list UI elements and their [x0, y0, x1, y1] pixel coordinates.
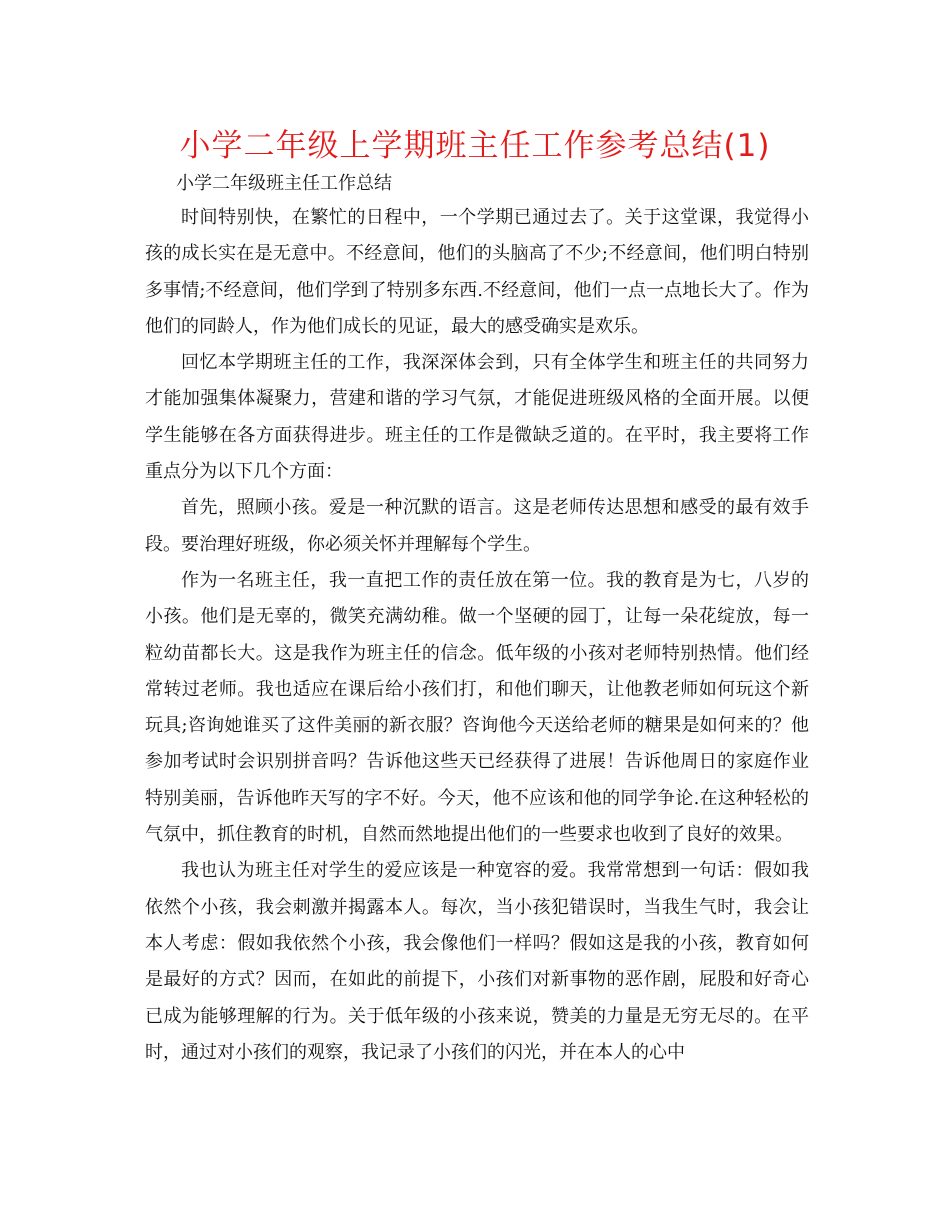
document-subtitle: 小学二年级班主任工作总结 — [176, 173, 392, 194]
paragraph: 首先，照顾小孩。爱是一种沉默的语言。这是老师传达思想和感受的最有效手段。要治理好班级，你必须关怀并理解每个学生。 — [145, 497, 809, 555]
document-body — [145, 200, 809, 1071]
paragraph: 我也认为班主任对学生的爱应该是一种宽容的爱。我常常想到一句话：假如我依然个小孩，我会刺激并揭露本人。每次，当小孩犯错误时，当我生气时，我会让本人考虑：假如我依然个小孩，我会像他们一样吗？假如这是我的小孩，教育如何是最好的方式？因而，在如此的前提下，小孩们对新事物的恶作剧，屁股和好奇心已成为能够理解的行为。关于低年级的小孩来说，赞美的力量是无穷无尽的。在平时，通过对小孩们的观察，我记录了小孩们的闪光，并在本人的心中 — [145, 860, 809, 1063]
paragraph: 作为一名班主任，我一直把工作的责任放在第一位。我的教育是为七，八岁的小孩。他们是无辜的，微笑充满幼稚。做一个坚硬的园丁，让每一朵花绽放，每一粒幼苗都长大。这是我作为班主任的信念。低年级的小孩对老师特别热情。他们经常转过老师。我也适应在课后给小孩们打，和他们聊天，让他教老师如何玩这个新玩具;咨询她谁买了这件美丽的新衣服？咨询他今天送给老师的糖果是如何来的？他参加考试时会识别拼音吗？告诉他这些天已经获得了进展！告诉他周日的家庭作业特别美丽，告诉他昨天写的字不好。今天，他不应该和他的同学争论.在这种轻松的气氛中，抓住教育的时机，自然而然地提出他们的一些要求也收到了良好的效果。 — [145, 569, 809, 846]
paragraph: 时间特别快，在繁忙的日程中，一个学期已通过去了。关于这堂课，我觉得小孩的成长实在是无意中。不经意间，他们的头脑高了不少;不经意间，他们明白特别多事情;不经意间，他们学到了特别多东西.不经意间，他们一点一点地长大了。作为他们的同龄人，作为他们成长的见证，最大的感受确实是欢乐。 — [145, 207, 809, 337]
document-title: 小学二年级上学期班主任工作参考总结(1) — [179, 128, 771, 164]
paragraph: 回忆本学期班主任的工作，我深深体会到，只有全体学生和班主任的共同努力才能加强集体凝聚力，营建和谐的学习气氛，才能促进班级风格的全面开展。以便学生能够在各方面获得进步。班主任的工作是微缺乏道的。在平时，我主要将工作重点分为以下几个方面： — [145, 352, 809, 483]
